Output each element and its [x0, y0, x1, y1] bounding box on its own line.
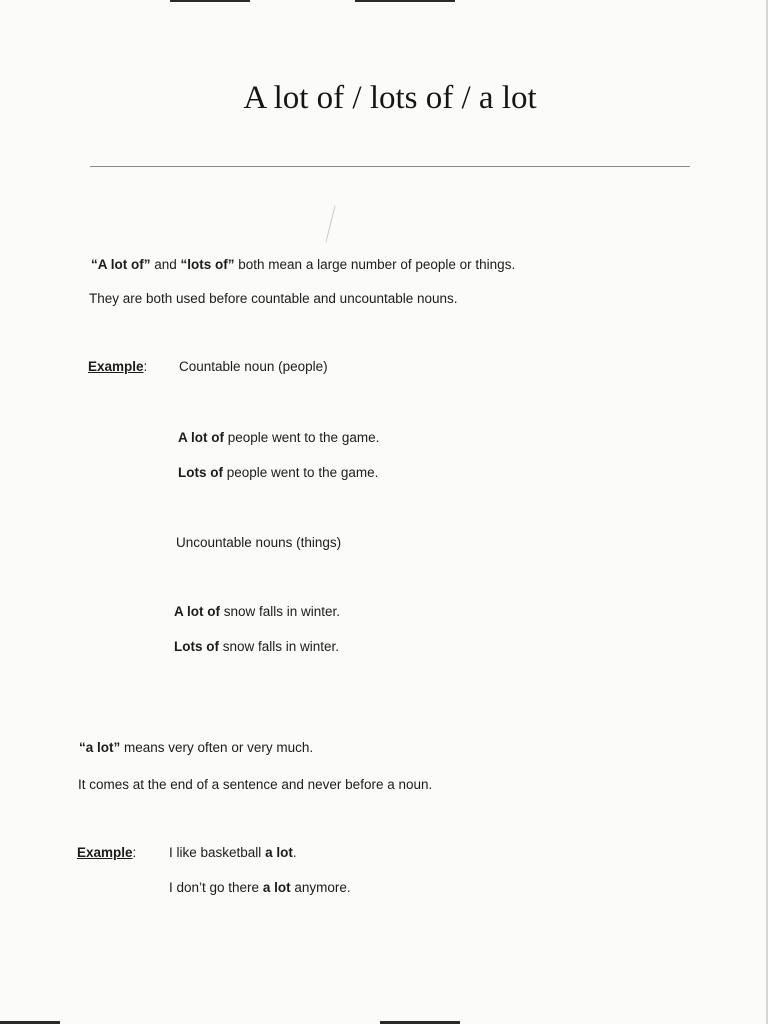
example-sentence-4 — [174, 639, 339, 654]
scan-edge-top — [0, 0, 768, 3]
example-2-label — [77, 845, 136, 860]
term-a-lot-of: “A lot of” — [91, 257, 151, 272]
example-sentence-6 — [169, 880, 351, 895]
a-lot-definition: means very often or very much. — [120, 740, 314, 755]
example-sentence-5 — [169, 845, 297, 860]
example-label-text: Example — [88, 359, 144, 374]
example-1-label — [88, 359, 147, 374]
a-lot-line-2: It comes at the end of a sentence and never before a noun. — [78, 777, 433, 792]
sentence-rest: people went to the game. — [223, 430, 380, 445]
term-bold: Lots of — [174, 639, 219, 654]
intro-and: and — [150, 257, 181, 272]
intro-line-2: They are both used before countable and uncountable nouns. — [89, 291, 458, 306]
intro-definition: both mean a large number of people or things. — [234, 257, 516, 272]
sentence-pre: I like basketball — [169, 845, 266, 860]
sentence-rest: snow falls in winter. — [219, 639, 340, 654]
term-a-lot: “a lot” — [79, 740, 121, 755]
uncountable-heading: Uncountable nouns (things) — [176, 535, 342, 550]
sentence-post: . — [292, 845, 297, 860]
example-sentence-3 — [174, 604, 340, 619]
term-bold: a lot — [265, 845, 293, 860]
scan-edge-bottom — [0, 1020, 768, 1024]
page-title: A lot of / lots of / a lot — [243, 80, 537, 116]
term-bold: A lot of — [174, 604, 220, 619]
example-sentence-1 — [178, 430, 379, 445]
term-lots-of: “lots of” — [180, 257, 235, 272]
sentence-pre: I don’t go there — [169, 880, 263, 895]
example-label-colon: : — [143, 359, 148, 374]
sentence-rest: snow falls in winter. — [219, 604, 341, 619]
pencil-mark — [325, 205, 335, 242]
title-divider — [90, 166, 690, 167]
term-bold: Lots of — [178, 465, 223, 480]
a-lot-line-1 — [79, 740, 313, 755]
term-bold: A lot of — [178, 430, 224, 445]
example-label-text: Example — [77, 845, 133, 860]
sentence-rest: people went to the game. — [223, 465, 379, 480]
sentence-post: anymore. — [290, 880, 351, 895]
example-sentence-2 — [178, 465, 378, 480]
example-label-colon: : — [132, 845, 137, 860]
term-bold: a lot — [262, 880, 291, 895]
countable-heading: Countable noun (people) — [179, 359, 328, 374]
intro-line-1 — [91, 257, 515, 272]
